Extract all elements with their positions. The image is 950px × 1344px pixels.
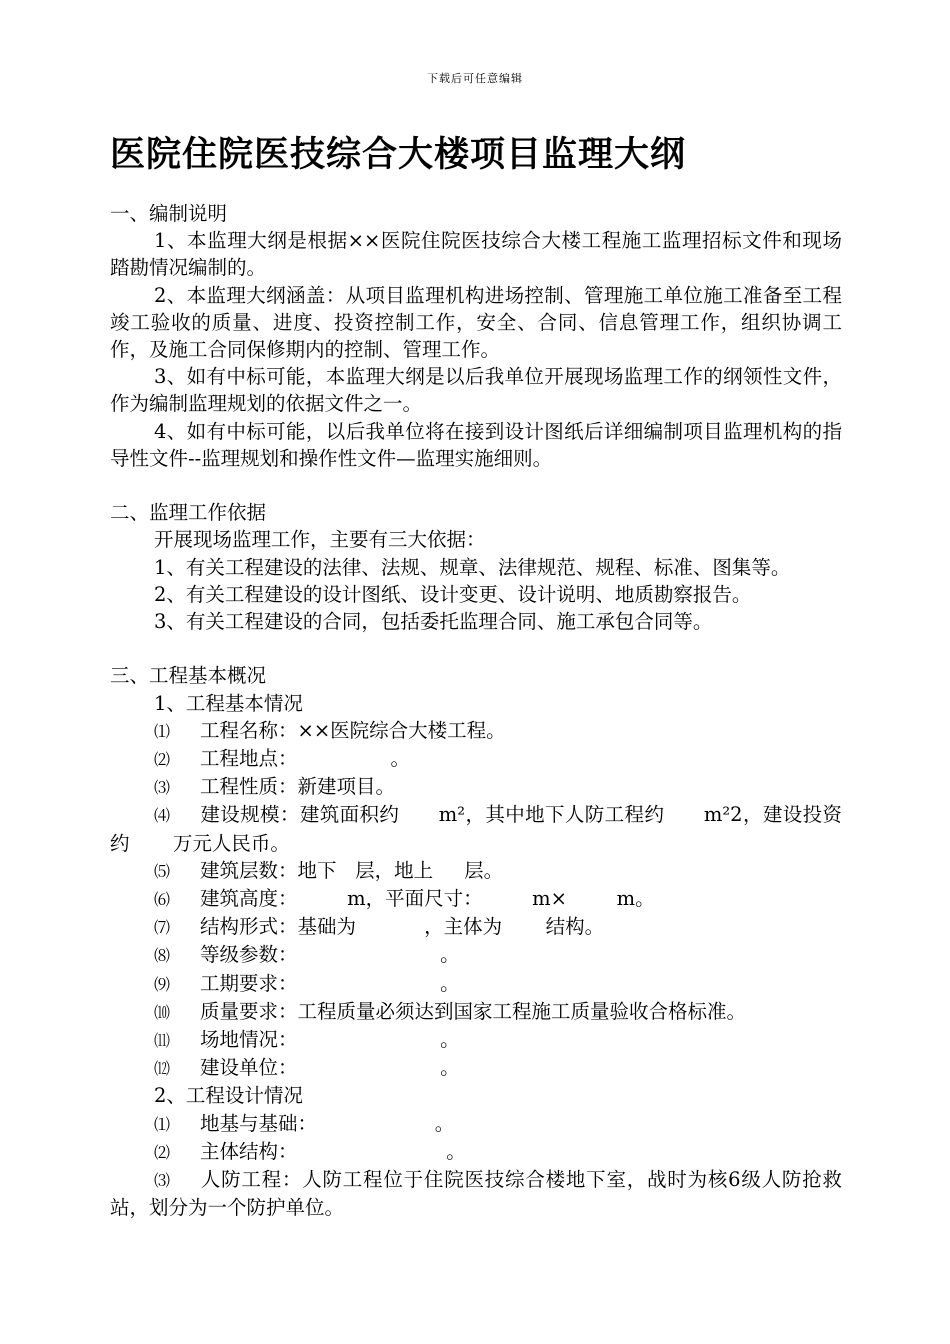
list-item — [110, 1054, 842, 1082]
document-body — [110, 200, 842, 1221]
paragraph: 3、如有中标可能，本监理大纲是以后我单位开展现场监理工作的纲领性文件，作为编制监理规划的依据文件之一。 — [110, 365, 842, 416]
item-number: ⑸ — [154, 861, 171, 881]
section-heading: 三、工程基本概况 — [110, 664, 267, 688]
list-item — [110, 773, 842, 801]
blank-line — [110, 472, 842, 499]
paragraph: 3、有关工程建设的合同，包括委托监理合同、施工承包合同等。 — [154, 610, 713, 634]
list-item — [110, 1166, 842, 1221]
paragraph: 开展现场监理工作，主要有三大依据： — [154, 528, 486, 552]
item-number: ⑻ — [154, 946, 171, 966]
blank-line — [110, 635, 842, 662]
item-number: ⑼ — [154, 974, 171, 994]
list-item — [110, 717, 842, 745]
item-number: ⑴ — [154, 1114, 171, 1134]
paragraph: 2、有关工程建设的设计图纸、设计变更、设计说明、地质勘察报告。 — [154, 582, 752, 606]
item-text: 工期要求： 。 — [200, 971, 460, 995]
item-number: ⑶ — [154, 778, 171, 798]
item-text: 人防工程：人防工程位于住院医技综合楼地下室，战时为核6级人防抢救站，划分为一个防护单位。 — [110, 1168, 842, 1220]
paragraph: 1、有关工程建设的法律、法规、规章、法律规范、规程、标准、图集等。 — [154, 555, 791, 579]
item-text: 工程地点： 。 — [200, 747, 410, 771]
item-text: 工程性质：新建项目。 — [200, 775, 396, 799]
list-item — [110, 998, 842, 1026]
item-text: 建设单位： 。 — [200, 1056, 460, 1080]
list-item — [110, 801, 842, 856]
paragraph: 1、本监理大纲是根据××医院住院医技综合大楼工程施工监理招标文件和现场踏勘情况编制的。 — [110, 229, 842, 280]
list-item — [110, 970, 842, 998]
item-text: 工程名称：××医院综合大楼工程。 — [200, 718, 506, 742]
item-text: 建筑高度： m，平面尺寸： m× m。 — [200, 887, 655, 911]
list-item — [110, 1138, 842, 1166]
item-text: 地基与基础： 。 — [200, 1111, 455, 1135]
item-text: 建设规模：建筑面积约 m²，其中地下人防工程约 m²2，建设投资约 万元人民币。 — [110, 803, 842, 855]
subsection-heading: 2、工程设计情况 — [154, 1084, 303, 1108]
list-item — [110, 745, 842, 773]
item-number: ⑵ — [154, 1142, 171, 1162]
item-text: 结构形式：基础为 ，主体为 结构。 — [200, 915, 605, 939]
item-number: ⑹ — [154, 890, 171, 910]
item-number: ⑷ — [154, 806, 171, 826]
document-title: 医院住院医技综合大楼项目监理大纲 — [110, 134, 687, 175]
item-number: ⑿ — [154, 1059, 171, 1079]
section-heading: 二、监理工作依据 — [110, 501, 267, 525]
list-item — [110, 1110, 842, 1138]
item-number: ⑺ — [154, 918, 171, 938]
item-number: ⑵ — [154, 750, 171, 770]
item-text: 等级参数： 。 — [200, 943, 460, 967]
list-item — [110, 941, 842, 969]
paragraph: 2、本监理大纲涵盖：从项目监理机构进场控制、管理施工单位施工准备至工程竣工验收的质量、进度、投资控制工作，安全、合同、信息管理工作，组织协调工作，及施工合同保修期内的控制、管理工作。 — [110, 283, 842, 362]
list-item — [110, 857, 842, 885]
header-note: 下载后可任意编辑 — [427, 72, 523, 85]
section-heading: 一、编制说明 — [110, 202, 228, 225]
item-number: ⑾ — [154, 1031, 171, 1051]
item-number: ⑶ — [154, 1171, 171, 1191]
item-text: 场地情况： 。 — [200, 1028, 460, 1052]
list-item — [110, 913, 842, 941]
list-item — [110, 885, 842, 913]
subsection-heading: 1、工程基本情况 — [154, 691, 303, 715]
paragraph: 4、如有中标可能，以后我单位将在接到设计图纸后详细编制项目监理机构的指导性文件--监理规划和操作性文件—监理实施细则。 — [110, 419, 842, 470]
item-text: 建筑层数：地下 层，地上 层。 — [200, 858, 504, 882]
item-number: ⑴ — [154, 721, 171, 741]
item-text: 主体结构： 。 — [200, 1139, 466, 1163]
list-item — [110, 1026, 842, 1054]
item-number: ⑽ — [154, 1002, 171, 1022]
item-text: 质量要求：工程质量必须达到国家工程施工质量验收合格标准。 — [200, 999, 747, 1023]
